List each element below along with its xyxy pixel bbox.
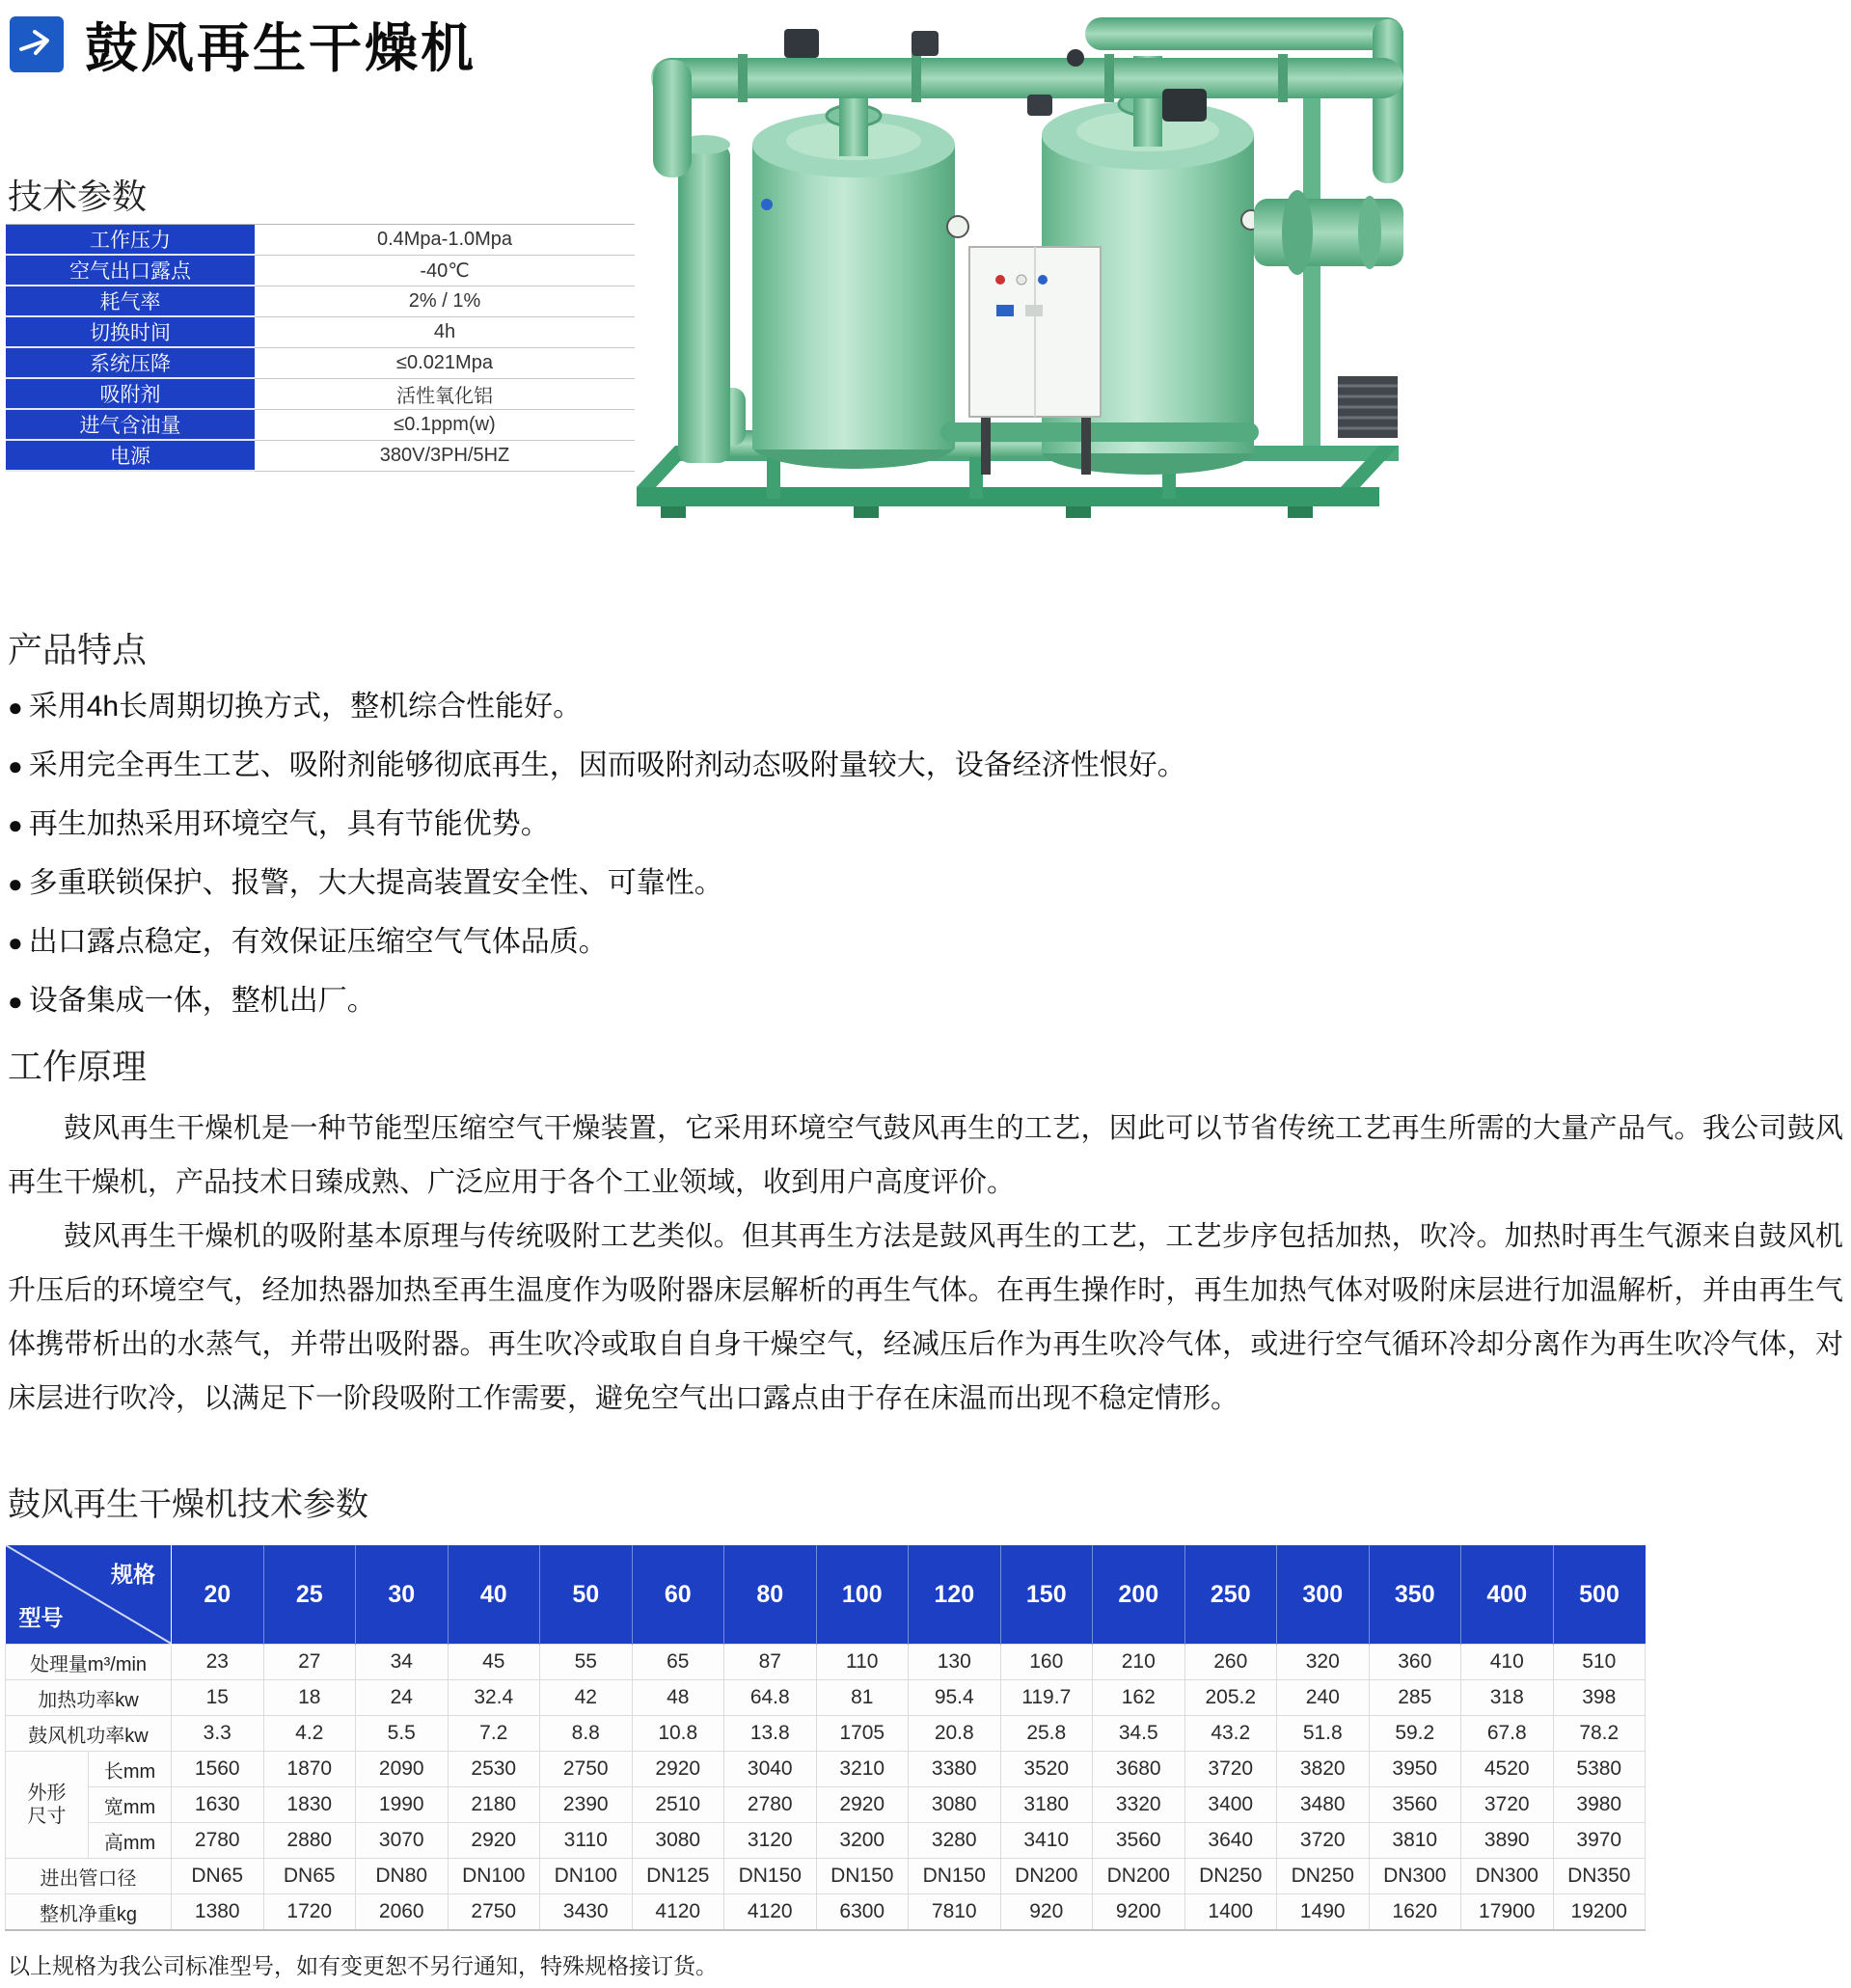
principle-text — [8, 1102, 1843, 1426]
spec-row — [6, 286, 635, 316]
spec-table — [6, 224, 635, 472]
model-table-body — [6, 1645, 1646, 1931]
spec-table-body — [6, 225, 635, 472]
model-value: 205.2 — [1184, 1680, 1277, 1716]
model-value: DN100 — [448, 1859, 540, 1894]
model-row-label: 高mm — [89, 1823, 172, 1859]
model-value: 3640 — [1184, 1823, 1277, 1859]
model-value: 6300 — [816, 1894, 909, 1931]
model-value: 67.8 — [1461, 1716, 1554, 1752]
model-value: 81 — [816, 1680, 909, 1716]
spec-row — [6, 347, 635, 378]
model-value: 3890 — [1461, 1823, 1554, 1859]
model-value: 2750 — [448, 1894, 540, 1931]
model-value: 2920 — [632, 1752, 724, 1787]
model-value: 3810 — [1369, 1823, 1461, 1859]
model-column-header: 50 — [540, 1545, 633, 1645]
model-column-header: 150 — [1000, 1545, 1093, 1645]
model-column-header: 25 — [263, 1545, 356, 1645]
spec-value: 0.4Mpa-1.0Mpa — [255, 225, 635, 256]
model-value: 3080 — [632, 1823, 724, 1859]
spec-label: 系统压降 — [6, 347, 255, 378]
model-value: 18 — [263, 1680, 356, 1716]
model-value: 2180 — [448, 1787, 540, 1823]
product-photo — [622, 0, 1423, 579]
model-value: 3820 — [1277, 1752, 1370, 1787]
features-heading: 产品特点 — [8, 630, 148, 669]
principle-paragraph: 鼓风再生干燥机是一种节能型压缩空气干燥装置，它采用环境空气鼓风再生的工艺，因此可以节省传统工艺再生所需的大量产品气。我公司鼓风再生干燥机，产品技术日臻成熟、广泛应用于各个工业领域，收到用户高度评价。 — [8, 1113, 1843, 1198]
left-tank — [752, 105, 968, 469]
model-value: 1620 — [1369, 1894, 1461, 1931]
model-column-header: 350 — [1369, 1545, 1461, 1645]
model-value: 2780 — [172, 1823, 264, 1859]
model-value: 2780 — [724, 1787, 817, 1823]
model-value: DN80 — [356, 1859, 449, 1894]
model-row-label: 加热功率kw — [6, 1680, 172, 1716]
principle-heading: 工作原理 — [8, 1047, 148, 1086]
feature-item: ● 采用4h长周期切换方式，整机综合性能好。 — [8, 691, 1186, 723]
model-value: DN250 — [1184, 1859, 1277, 1894]
page-header — [10, 6, 476, 82]
model-value: 1380 — [172, 1894, 264, 1931]
model-value: 34.5 — [1093, 1716, 1185, 1752]
model-column-header: 60 — [632, 1545, 724, 1645]
principle-paragraph: 鼓风再生干燥机的吸附基本原理与传统吸附工艺类似。但其再生方法是鼓风再生的工艺，工艺步序包括加热，吹冷。加热时再生气源来自鼓风机升压后的环境空气，经加热器加热至再生温度作为吸附器床层解析的再生气体。在再生操作时，再生加热气体对吸附床层进行加温解析，并由再生气体携带析出的水蒸气，并带出吸附器。再生吹冷或取自自身干燥空气，经减压后作为再生吹冷气体，或进行空气循环冷却分离作为再生吹冷气体，对床层进行吹冷，以满足下一阶段吸附工作需要，避免空气出口露点由于存在床温而出现不稳定情形。 — [8, 1221, 1843, 1414]
model-value: 5380 — [1553, 1752, 1646, 1787]
model-value: 240 — [1277, 1680, 1370, 1716]
model-value: 1830 — [263, 1787, 356, 1823]
dimension-group-label: 外形 尺寸 — [6, 1752, 89, 1859]
model-row — [6, 1752, 1646, 1787]
model-value: 64.8 — [724, 1680, 817, 1716]
model-column-header: 500 — [1553, 1545, 1646, 1645]
corner-label-spec: 规格 — [111, 1562, 155, 1587]
feature-item: ● 出口露点稳定，有效保证压缩空气气体品质。 — [8, 926, 1186, 959]
model-value: 3950 — [1369, 1752, 1461, 1787]
spec-row — [6, 316, 635, 347]
model-value: 65 — [632, 1645, 724, 1680]
model-value: 87 — [724, 1645, 817, 1680]
model-column-header: 120 — [909, 1545, 1001, 1645]
model-value: 55 — [540, 1645, 633, 1680]
model-column-header: 100 — [816, 1545, 909, 1645]
model-value: 2750 — [540, 1752, 633, 1787]
model-value: 7.2 — [448, 1716, 540, 1752]
model-value: DN350 — [1553, 1859, 1646, 1894]
model-value: 1720 — [263, 1894, 356, 1931]
model-value: 9200 — [1093, 1894, 1185, 1931]
model-value: 2060 — [356, 1894, 449, 1931]
spec-label: 切换时间 — [6, 316, 255, 347]
feature-item: ● 采用完全再生工艺、吸附剂能够彻底再生，因而吸附剂动态吸附量较大，设备经济性恨好。 — [8, 749, 1186, 782]
model-row — [6, 1680, 1646, 1716]
model-value: 3180 — [1000, 1787, 1093, 1823]
model-value: 3560 — [1093, 1823, 1185, 1859]
model-value: 1870 — [263, 1752, 356, 1787]
model-value: 920 — [1000, 1894, 1093, 1931]
feature-item: ● 多重联锁保护、报警，大大提高装置安全性、可靠性。 — [8, 867, 1186, 900]
model-value: 398 — [1553, 1680, 1646, 1716]
model-column-header: 20 — [172, 1545, 264, 1645]
spec-label: 工作压力 — [6, 225, 255, 256]
model-row — [6, 1859, 1646, 1894]
model-value: DN65 — [172, 1859, 264, 1894]
model-value: 110 — [816, 1645, 909, 1680]
spec-row — [6, 409, 635, 440]
model-column-header: 250 — [1184, 1545, 1277, 1645]
model-value: 320 — [1277, 1645, 1370, 1680]
model-row — [6, 1645, 1646, 1680]
model-value: DN300 — [1369, 1859, 1461, 1894]
model-value: 3280 — [909, 1823, 1001, 1859]
features-list — [8, 691, 1186, 1044]
model-value: 7810 — [909, 1894, 1001, 1931]
model-column-header: 40 — [448, 1545, 540, 1645]
model-header-row-el — [6, 1545, 1646, 1645]
spec-value: -40℃ — [255, 255, 635, 286]
model-value: DN200 — [1000, 1859, 1093, 1894]
spec-label: 进气含油量 — [6, 409, 255, 440]
model-table-heading: 鼓风再生干燥机技术参数 — [8, 1486, 368, 1523]
model-column-header: 80 — [724, 1545, 817, 1645]
model-row-label: 长mm — [89, 1752, 172, 1787]
model-value: 162 — [1093, 1680, 1185, 1716]
model-value: 3210 — [816, 1752, 909, 1787]
model-value: 3120 — [724, 1823, 817, 1859]
model-value: DN200 — [1093, 1859, 1185, 1894]
model-value: 360 — [1369, 1645, 1461, 1680]
spec-row — [6, 440, 635, 471]
model-value: 42 — [540, 1680, 633, 1716]
model-value: 1705 — [816, 1716, 909, 1752]
spec-label: 耗气率 — [6, 286, 255, 316]
spec-value: 2% / 1% — [255, 286, 635, 316]
model-value: 2090 — [356, 1752, 449, 1787]
model-table — [5, 1545, 1646, 1931]
model-value: 1560 — [172, 1752, 264, 1787]
model-value: 3520 — [1000, 1752, 1093, 1787]
corner-label-model: 型号 — [18, 1605, 64, 1630]
model-value: 17900 — [1461, 1894, 1554, 1931]
model-value: 78.2 — [1553, 1716, 1646, 1752]
model-value: 3080 — [909, 1787, 1001, 1823]
page-title: 鼓风再生干燥机 — [85, 18, 477, 78]
spec-label: 电源 — [6, 440, 255, 471]
model-value: DN65 — [263, 1859, 356, 1894]
model-value: 3070 — [356, 1823, 449, 1859]
model-value: 285 — [1369, 1680, 1461, 1716]
model-value: 3410 — [1000, 1823, 1093, 1859]
model-table-corner — [6, 1545, 172, 1645]
model-value: 4520 — [1461, 1752, 1554, 1787]
model-row-label: 整机净重kg — [6, 1894, 172, 1931]
spec-label: 吸附剂 — [6, 378, 255, 409]
model-row — [6, 1716, 1646, 1752]
model-value: 43.2 — [1184, 1716, 1277, 1752]
model-value: 32.4 — [448, 1680, 540, 1716]
spec-value: 380V/3PH/5HZ — [255, 440, 635, 471]
model-value: 3400 — [1184, 1787, 1277, 1823]
model-value: 410 — [1461, 1645, 1554, 1680]
model-value: 1490 — [1277, 1894, 1370, 1931]
model-value: 3320 — [1093, 1787, 1185, 1823]
spec-row — [6, 225, 635, 256]
spec-label: 空气出口露点 — [6, 255, 255, 286]
tech-params-heading: 技术参数 — [8, 177, 148, 216]
model-value: 260 — [1184, 1645, 1277, 1680]
model-value: 19200 — [1553, 1894, 1646, 1931]
model-column-header: 200 — [1093, 1545, 1185, 1645]
model-value: 48 — [632, 1680, 724, 1716]
spec-value: 4h — [255, 316, 635, 347]
model-value: 95.4 — [909, 1680, 1001, 1716]
model-value: 3720 — [1184, 1752, 1277, 1787]
feature-item: ● 设备集成一体，整机出厂。 — [8, 985, 1186, 1018]
model-row-label: 宽mm — [89, 1787, 172, 1823]
model-value: 20.8 — [909, 1716, 1001, 1752]
model-value: DN100 — [540, 1859, 633, 1894]
model-row-label: 处理量m³/min — [6, 1645, 172, 1680]
model-value: 1630 — [172, 1787, 264, 1823]
model-value: 3720 — [1461, 1787, 1554, 1823]
model-value: 23 — [172, 1645, 264, 1680]
spec-value: ≤0.1ppm(w) — [255, 409, 635, 440]
model-value: 2920 — [816, 1787, 909, 1823]
model-value: 210 — [1093, 1645, 1185, 1680]
model-value: 2920 — [448, 1823, 540, 1859]
model-value: DN300 — [1461, 1859, 1554, 1894]
arrow-right-icon — [10, 16, 64, 72]
model-value: 3560 — [1369, 1787, 1461, 1823]
model-value: 160 — [1000, 1645, 1093, 1680]
spec-value: ≤0.021Mpa — [255, 347, 635, 378]
model-value: 3970 — [1553, 1823, 1646, 1859]
model-value: 3380 — [909, 1752, 1001, 1787]
model-value: 510 — [1553, 1645, 1646, 1680]
model-row-label: 鼓风机功率kw — [6, 1716, 172, 1752]
model-value: 8.8 — [540, 1716, 633, 1752]
model-column-header: 300 — [1277, 1545, 1370, 1645]
model-value: 5.5 — [356, 1716, 449, 1752]
model-value: 3200 — [816, 1823, 909, 1859]
model-column-header: 400 — [1461, 1545, 1554, 1645]
model-value: 15 — [172, 1680, 264, 1716]
model-column-header: 30 — [356, 1545, 449, 1645]
model-row — [6, 1787, 1646, 1823]
model-value: 1400 — [1184, 1894, 1277, 1931]
model-value: DN150 — [816, 1859, 909, 1894]
model-row — [6, 1894, 1646, 1931]
model-value: 2510 — [632, 1787, 724, 1823]
model-value: 13.8 — [724, 1716, 817, 1752]
model-value: 51.8 — [1277, 1716, 1370, 1752]
model-value: 2880 — [263, 1823, 356, 1859]
model-value: 3110 — [540, 1823, 633, 1859]
model-value: 2530 — [448, 1752, 540, 1787]
model-value: 3480 — [1277, 1787, 1370, 1823]
model-row-label: 进出管口径 — [6, 1859, 172, 1894]
model-value: 59.2 — [1369, 1716, 1461, 1752]
feature-item: ● 再生加热采用环境空气，具有节能优势。 — [8, 808, 1186, 841]
model-value: DN250 — [1277, 1859, 1370, 1894]
model-value: 10.8 — [632, 1716, 724, 1752]
spec-row — [6, 255, 635, 286]
model-value: 4.2 — [263, 1716, 356, 1752]
model-value: DN150 — [724, 1859, 817, 1894]
model-value: 3430 — [540, 1894, 633, 1931]
silencer-box — [1338, 376, 1398, 438]
model-value: 3.3 — [172, 1716, 264, 1752]
model-value: 318 — [1461, 1680, 1554, 1716]
model-value: 27 — [263, 1645, 356, 1680]
footer-note: 以上规格为我公司标准型号，如有变更恕不另行通知，特殊规格接订货。 — [8, 1953, 718, 1978]
model-row — [6, 1823, 1646, 1859]
model-value: 1990 — [356, 1787, 449, 1823]
heat-exchanger — [1254, 190, 1403, 275]
model-value: 25.8 — [1000, 1716, 1093, 1752]
model-value: DN125 — [632, 1859, 724, 1894]
model-value: 119.7 — [1000, 1680, 1093, 1716]
spec-value: 活性氧化铝 — [255, 378, 635, 409]
model-value: 4120 — [632, 1894, 724, 1931]
model-value: 3680 — [1093, 1752, 1185, 1787]
model-value: 24 — [356, 1680, 449, 1716]
model-value: 130 — [909, 1645, 1001, 1680]
model-value: 45 — [448, 1645, 540, 1680]
model-value: 3040 — [724, 1752, 817, 1787]
model-value: 34 — [356, 1645, 449, 1680]
spec-row — [6, 378, 635, 409]
model-value: 3720 — [1277, 1823, 1370, 1859]
model-value: 2390 — [540, 1787, 633, 1823]
model-value: DN150 — [909, 1859, 1001, 1894]
model-value: 4120 — [724, 1894, 817, 1931]
model-value: 3980 — [1553, 1787, 1646, 1823]
